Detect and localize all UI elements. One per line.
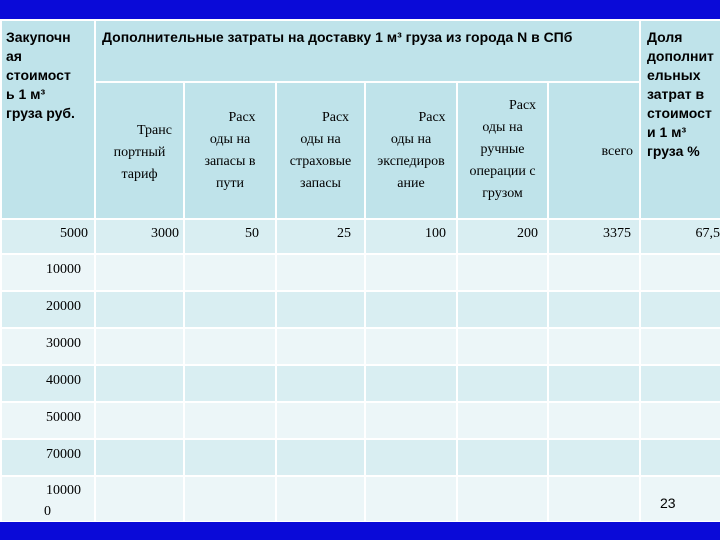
top-bar [0,0,720,19]
table-row [2,255,720,290]
header-share-text: Доля дополнит ельных затрат в стоимост и 1 м³ груза % [647,29,714,159]
cell-price: 50000 [46,410,81,425]
column-divider [183,220,185,522]
cell-manual: 200 [517,226,538,241]
sub-forwarding-text: Расх оды на экспедиров ание [377,110,446,191]
bottom-bar [0,522,720,540]
cell-transport: 3000 [151,226,179,241]
cell-price: 10000 [46,483,81,498]
column-divider [94,220,96,522]
cell-forwarding: 100 [425,226,446,241]
cell-transit: 50 [245,226,259,241]
cell-price: 40000 [46,373,81,388]
table-row [2,403,720,438]
cell-price: 10000 [46,262,81,277]
cell-price: 70000 [46,447,81,462]
header-price-text: Закупочн ая стоимост ь 1 м³ груза руб. [6,29,75,121]
page-number: 23 [660,495,676,511]
cell-share: 67,5 [695,226,720,241]
header-main-title: Дополнительные затраты на доставку 1 м³ груза из города N в СПб [102,29,573,45]
sub-total-text: всего [601,144,633,159]
sub-manual-text: Расх оды на ручные операции с грузом [469,98,537,201]
table-row [2,292,720,327]
cell-price: 5000 [60,226,88,241]
sub-insurance-text: Расх оды на страховые запасы [289,110,352,191]
sub-transit-text: Расх оды на запасы в пути [204,110,256,191]
table-row [2,440,720,475]
table-row [2,366,720,401]
table-row [2,477,720,521]
cell-price-wrap: 0 [44,504,51,519]
cell-price: 20000 [46,299,81,314]
column-divider [275,220,277,522]
column-divider [456,220,458,522]
column-divider [364,220,366,522]
cell-insurance: 25 [337,226,351,241]
cell-total: 3375 [603,226,631,241]
cell-price: 30000 [46,336,81,351]
column-divider [547,220,549,522]
table-row [2,329,720,364]
sub-transport-text: Транс портный тариф [113,123,172,182]
column-divider [639,220,641,522]
